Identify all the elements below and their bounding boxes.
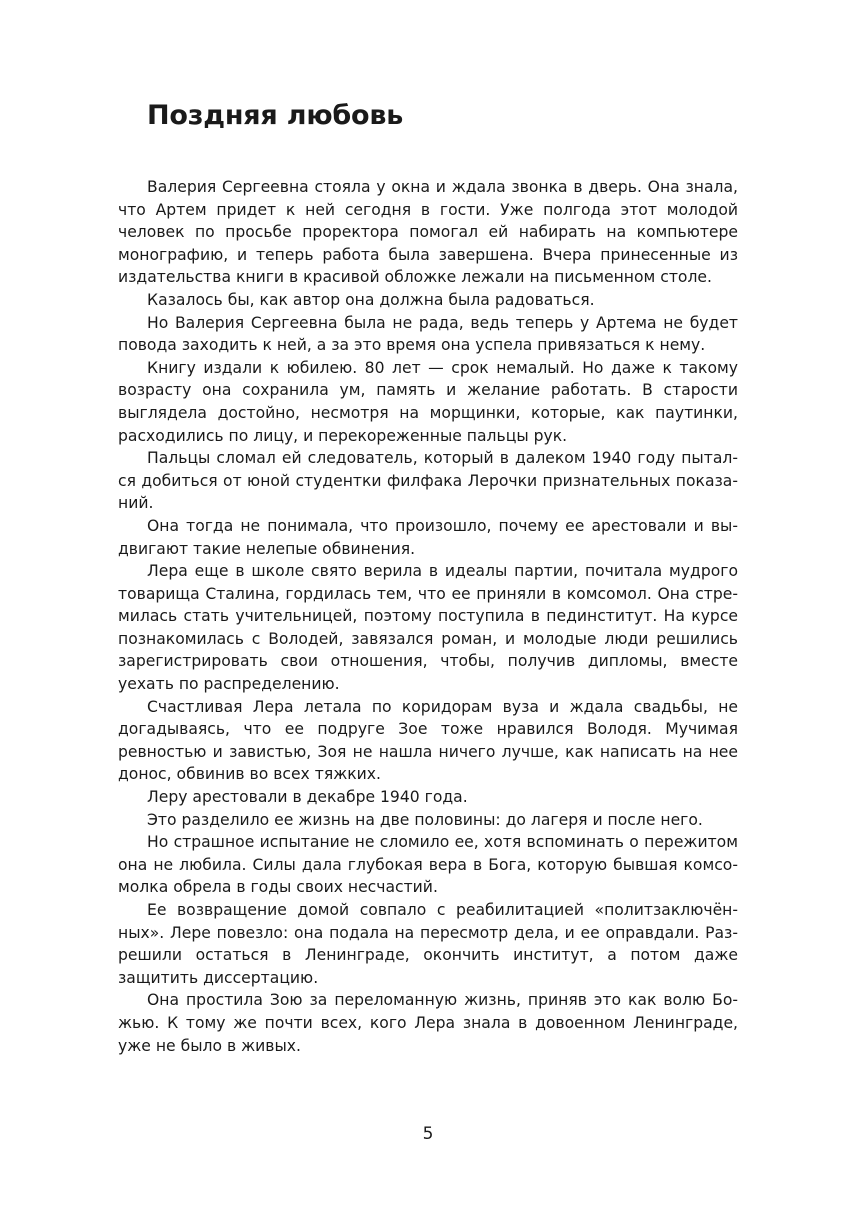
page-number: 5 (422, 1124, 434, 1144)
chapter-body (118, 176, 738, 1057)
paragraph: Это разделило ее жизнь на две половины: до лагеря и после него. (147, 810, 703, 829)
paragraph: Казалось бы, как автор она должна была радоваться. (147, 290, 595, 309)
paragraph: Счастливая Лера летала по коридорам вуза и ждала свадьбы, не догадываясь, что ее подруге Зое тоже нравился Володя. Мучимая ревностью и завистью, Зоя не нашла ничего лучше, как написать на нее донос, обвинив во всех тяжких. (118, 697, 738, 784)
paragraph: Она простила Зою за переломанную жизнь, приняв это как волю Божью. К тому же почти всех, кого Лера знала в довоенном Ленинграде, уже не было в живых. (118, 991, 738, 1055)
paragraph: Книгу издали к юбилею. 80 лет — срок немалый. Но даже к такому возрасту она сохранила ум, память и желание работать. В старости выглядела достойно, несмотря на морщинки, которые, как паутинки, расходились по лицу, и перекореженные пальцы рук. (118, 358, 738, 445)
paragraph: Но страшное испытание не сломило ее, хотя вспоминать о пережитом она не любила. Силы дала глубокая вера в Бога, которую бывшая комсомолка обрела в годы своих несчастий. (118, 833, 738, 897)
paragraph: Леру арестовали в декабре 1940 года. (147, 788, 468, 807)
paragraph: Она тогда не понимала, что произошло, почему ее арестовали и выдвигают такие нелепые обвинения. (118, 516, 738, 558)
chapter-title: Поздняя любовь (147, 100, 404, 131)
paragraph: Валерия Сергеевна стояла у окна и ждала звонка в дверь. Она знала, что Артем придет к ней сегодня в гости. Уже полгода этот молодой человек по просьбе проректора помогал ей набирать на компьютере монографию, и теперь работа была завершена. Вчера принесенные из издательства книги в красивой обложке лежали на письменном столе. (118, 178, 738, 287)
paragraph: Ее возвращение домой совпало с реабилитацией «политзаключённых». Лере повезло: она подала на пересмотр дела, и ее оправдали. Разрешили остаться в Ленинграде, окончить институт, а потом даже защитить диссертацию. (118, 901, 738, 987)
paragraph: Лера еще в школе свято верила в идеалы партии, почитала мудрого товарища Сталина, гордилась тем, что ее приняли в комсомол. Она стремилась стать учительницей, поэтому поступила в пединститут. На курсе познакомилась с Володей, завязался роман, и молодые люди решились зарегистрировать свои отношения, чтобы, получив дипломы, вместе уехать по распределению. (118, 562, 738, 694)
paragraph: Но Валерия Сергеевна была не рада, ведь теперь у Артема не будет повода заходить к ней, а за это время она успела привязаться к нему. (118, 313, 738, 355)
paragraph: Пальцы сломал ей следователь, который в далеком 1940 году пытался добиться от юной студентки филфака Лерочки признательных показаний. (118, 449, 738, 513)
